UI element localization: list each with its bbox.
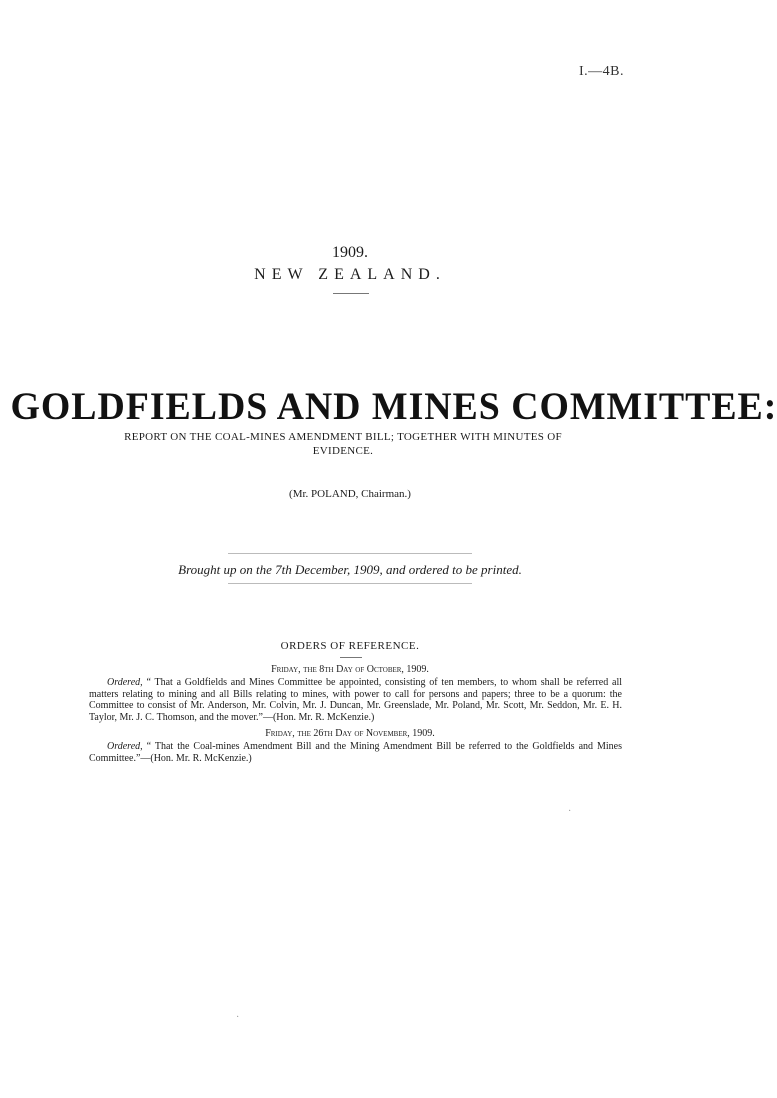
order-text: “ That the Coal-mines Amendment Bill and the Mining Amendment Bill be referred to the Goldfields and Mines Committee.”—(Hon. Mr. R. McKenzie.) <box>89 741 622 764</box>
report-title: GOLDFIELDS AND MINES COMMITTEE: <box>10 385 777 428</box>
chairman-line: (Mr. POLAND, Chairman.) <box>289 488 411 500</box>
order-lead: Ordered, <box>107 741 143 752</box>
paper-reference: I.—4B. <box>579 64 624 79</box>
publication-year: 1909. <box>332 244 368 261</box>
report-subtitle: REPORT ON THE COAL-MINES AMENDMENT BILL; TOGETHER WITH MINUTES OF EVIDENCE. <box>124 431 562 457</box>
order-date: Friday, the 8th Day of October, 1909. <box>271 664 429 675</box>
country-heading: NEW ZEALAND. <box>254 266 446 283</box>
order-date: Friday, the 26th Day of November, 1909. <box>265 728 435 739</box>
divider-upper <box>228 553 472 554</box>
order-text: “ That a Goldfields and Mines Committee be appointed, consisting of ten members, to whom shall be referred all matters relating to mining and all Bills relating to mines, with power to call for persons and papers; three to be a quorum: the Committee to consist of Mr. Anderson, Mr. Colvin, Mr. J. Duncan, Mr. Greenslade, Mr. Poland, Mr. Scott, Mr. Seddon, Mr. E. H. Taylor, Mr. J. C. Thomson, and the mover.”—(Hon. Mr. R. McKenzie.) <box>89 677 623 723</box>
orders-heading: ORDERS OF REFERENCE. <box>280 640 420 652</box>
order-paragraph <box>89 741 622 764</box>
divider-short <box>333 293 369 294</box>
scan-speck: · <box>236 1012 240 1023</box>
order-paragraph <box>89 677 622 723</box>
divider-lower <box>228 583 472 584</box>
brought-up-line: Brought up on the 7th December, 1909, and ordered to be printed. <box>178 562 522 577</box>
scan-speck: · <box>568 806 572 817</box>
order-lead: Ordered, <box>107 677 143 688</box>
divider-orders <box>340 657 362 658</box>
